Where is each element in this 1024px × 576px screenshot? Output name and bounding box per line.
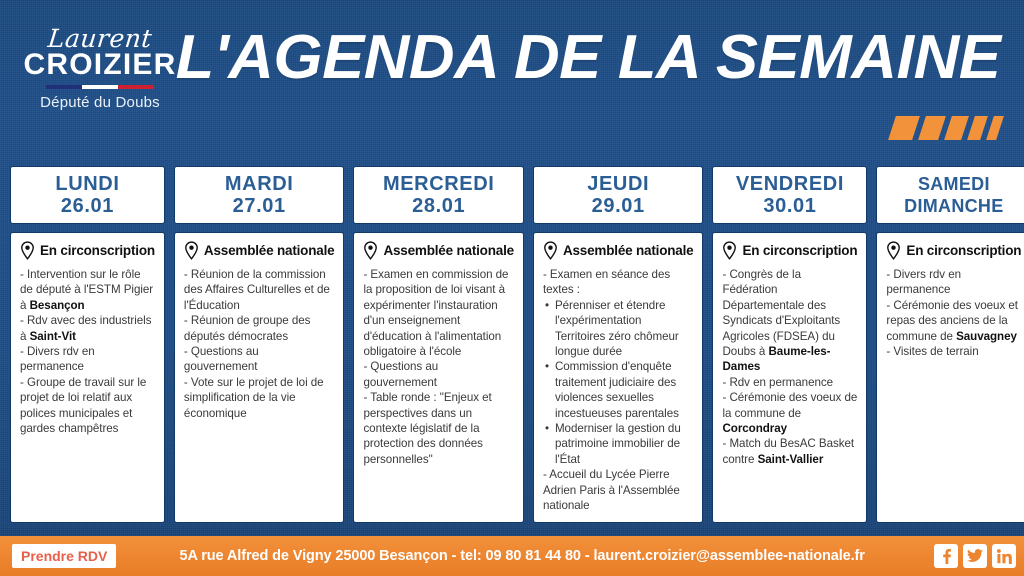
map-pin-icon	[20, 241, 35, 260]
agenda-item-text: - Congrès de la Fédération Départementale des Syndicats d'Exploitants Agricoles (FDSEA) du Doubs à	[722, 268, 841, 359]
location-row	[886, 241, 1021, 260]
brand-subtitle: Député du Doubs	[40, 94, 160, 111]
location-label: En circonscription	[906, 243, 1022, 258]
facebook-icon[interactable]	[934, 544, 958, 568]
agenda-item	[20, 267, 155, 313]
stripe-4	[967, 116, 988, 140]
stripe-1	[888, 116, 920, 140]
agenda-item-text: - Cérémonie des voeux et repas des anciens de la commune de	[886, 298, 1018, 343]
decorative-stripes	[892, 116, 1000, 140]
day-column-lundi	[10, 166, 165, 523]
agenda-item-text: - Examen en séance des textes :	[542, 268, 671, 297]
agenda-item-text: - Questions au gouvernement	[363, 360, 439, 389]
day-date: 28.01	[412, 195, 466, 217]
day-card	[876, 232, 1024, 523]
prendre-rdv-button[interactable]: Prendre RDV	[12, 544, 116, 568]
agenda-item-text: - Divers rdv en permanence	[886, 268, 962, 297]
week-grid	[10, 166, 1022, 522]
agenda-item-highlight: Besançon	[29, 298, 85, 312]
day-card	[353, 232, 524, 523]
french-flag-rule	[46, 85, 154, 89]
agenda-item-text: - Réunion de groupe des députés démocrates	[183, 314, 311, 343]
agenda-item-text: - Cérémonie des voeux de la commune de	[722, 391, 858, 420]
day-column-mardi	[174, 166, 345, 523]
agenda-item-highlight: Corcondray	[722, 422, 788, 436]
stripe-5	[986, 116, 1004, 140]
agenda-item	[184, 313, 335, 344]
contact-info: 5A rue Alfred de Vigny 25000 Besançon - tel: 09 80 81 44 80 - laurent.croizier@assemblee-nationale.fr	[179, 548, 865, 564]
agenda-item-highlight: Sauvagney	[956, 329, 1017, 343]
day-date: 27.01	[232, 195, 286, 217]
social-links	[934, 544, 1016, 568]
day-card	[174, 232, 345, 523]
location-label: En circonscription	[40, 243, 155, 258]
day-name-secondary: DIMANCHE	[904, 196, 1004, 216]
agenda-item-text: - Groupe de travail sur le projet de loi relatif aux polices municipales et gardes champêtres	[20, 375, 147, 436]
agenda-item	[886, 344, 1021, 359]
agenda-item	[722, 390, 857, 436]
flag-white-band	[82, 85, 118, 89]
day-card	[533, 232, 704, 523]
location-row	[363, 241, 514, 260]
day-column-jeudi	[533, 166, 704, 523]
day-card	[712, 232, 867, 523]
day-name: LUNDI	[55, 173, 120, 195]
day-header	[712, 166, 867, 224]
day-name: VENDREDI	[735, 173, 844, 195]
stripe-2	[918, 116, 946, 140]
day-column-samedi	[876, 166, 1024, 523]
agenda-item-highlight: Baume-les-Dames	[722, 345, 831, 374]
map-pin-icon	[886, 241, 901, 260]
agenda-item	[363, 390, 514, 467]
agenda-item	[722, 375, 857, 390]
agenda-item-text: - Examen en commission de la proposition de loi visant à expérimenter l'instauration d'un enseignement d'éducation à l'alimentation obligatoire à l'école	[363, 268, 509, 359]
agenda-item	[543, 267, 694, 298]
flag-blue-band	[46, 85, 82, 89]
agenda-item-text: - Réunion de la commission des Affaires Culturelles et de l'Éducation	[183, 268, 330, 312]
day-column-mercredi	[353, 166, 524, 523]
agenda-item	[543, 467, 694, 513]
agenda-item-list	[886, 267, 1021, 359]
agenda-item-text: Moderniser la gestion du patrimoine immobilier de l'État	[554, 422, 681, 466]
agenda-item	[722, 436, 857, 467]
map-pin-icon	[363, 241, 378, 260]
agenda-item	[363, 359, 514, 390]
location-row	[20, 241, 155, 260]
agenda-item-list	[363, 267, 514, 467]
map-pin-icon	[184, 241, 199, 260]
page-title: L'AGENDA DE LA SEMAINE	[175, 23, 1001, 92]
agenda-item-text: - Match du BesAC Basket contre	[722, 437, 855, 466]
location-label: Assemblée nationale	[562, 243, 694, 258]
agenda-item	[20, 313, 155, 344]
agenda-item	[543, 298, 694, 360]
agenda-item-text: - Questions au gouvernement	[183, 345, 259, 374]
agenda-item	[886, 298, 1021, 344]
agenda-item-text: Commission d'enquête traitement judiciaire des violences sexuelles incestueuses parentales	[554, 360, 679, 420]
agenda-item-text: - Rdv en permanence	[722, 375, 834, 389]
agenda-item-text: - Accueil du Lycée Pierre Adrien Paris à l'Assemblée nationale	[542, 468, 680, 513]
agenda-item-text: - Table ronde : "Enjeux et perspectives dans un contexte législatif de la protection des données personnelles"	[363, 391, 492, 466]
location-row	[722, 241, 857, 260]
agenda-item-list	[184, 267, 335, 421]
agenda-item-highlight: Saint-Vit	[29, 329, 76, 343]
day-card	[10, 232, 165, 523]
day-header	[353, 166, 524, 224]
agenda-item-list	[20, 267, 155, 436]
agenda-item-highlight: Saint-Vallier	[757, 452, 824, 466]
agenda-item	[20, 344, 155, 375]
day-header	[174, 166, 345, 224]
page-header	[0, 0, 1024, 162]
day-header	[533, 166, 704, 224]
day-header	[876, 166, 1024, 224]
agenda-item-list	[722, 267, 857, 467]
brand-logo	[22, 26, 178, 111]
agenda-item-text: - Divers rdv en permanence	[20, 345, 95, 374]
agenda-item-text: - Visites de terrain	[886, 345, 979, 359]
location-label: Assemblée nationale	[203, 243, 335, 258]
day-header	[10, 166, 165, 224]
agenda-item	[543, 421, 694, 467]
map-pin-icon	[722, 241, 737, 260]
day-date: 26.01	[60, 195, 114, 217]
day-date: 29.01	[591, 195, 645, 217]
linkedin-icon[interactable]	[992, 544, 1016, 568]
agenda-item	[363, 267, 514, 359]
map-pin-icon	[543, 241, 558, 260]
location-row	[184, 241, 335, 260]
day-name: JEUDI	[587, 173, 650, 195]
twitter-icon[interactable]	[963, 544, 987, 568]
agenda-item	[20, 375, 155, 437]
stripe-3	[944, 116, 969, 140]
location-label: Assemblée nationale	[383, 243, 514, 258]
day-name: MARDI	[224, 173, 294, 195]
agenda-item	[543, 359, 694, 421]
agenda-item-text: Pérenniser et étendre l'expérimentation Territoires zéro chômeur longue durée	[554, 298, 679, 359]
agenda-item	[184, 375, 335, 421]
agenda-item-text: - Vote sur le projet de loi de simplification de la vie économique	[183, 375, 324, 420]
day-name: SAMEDI	[917, 174, 990, 194]
day-name: MERCREDI	[382, 173, 495, 195]
agenda-item-text: - Rdv avec des industriels à	[20, 314, 152, 343]
flag-red-band	[118, 85, 154, 89]
agenda-item-list	[543, 267, 694, 514]
brand-script-name: Laurent	[46, 24, 154, 53]
agenda-item	[886, 267, 1021, 298]
agenda-item	[184, 344, 335, 375]
agenda-item	[184, 267, 335, 313]
brand-family-name: CROIZIER	[23, 48, 177, 81]
agenda-item-text: - Intervention sur le rôle de député à l'ESTM Pigier à	[20, 268, 154, 312]
day-date: 30.01	[763, 195, 817, 217]
day-column-vendredi	[712, 166, 867, 523]
contact-footer	[0, 536, 1024, 576]
location-row	[543, 241, 694, 260]
agenda-item	[722, 267, 857, 375]
location-label: En circonscription	[742, 243, 858, 258]
